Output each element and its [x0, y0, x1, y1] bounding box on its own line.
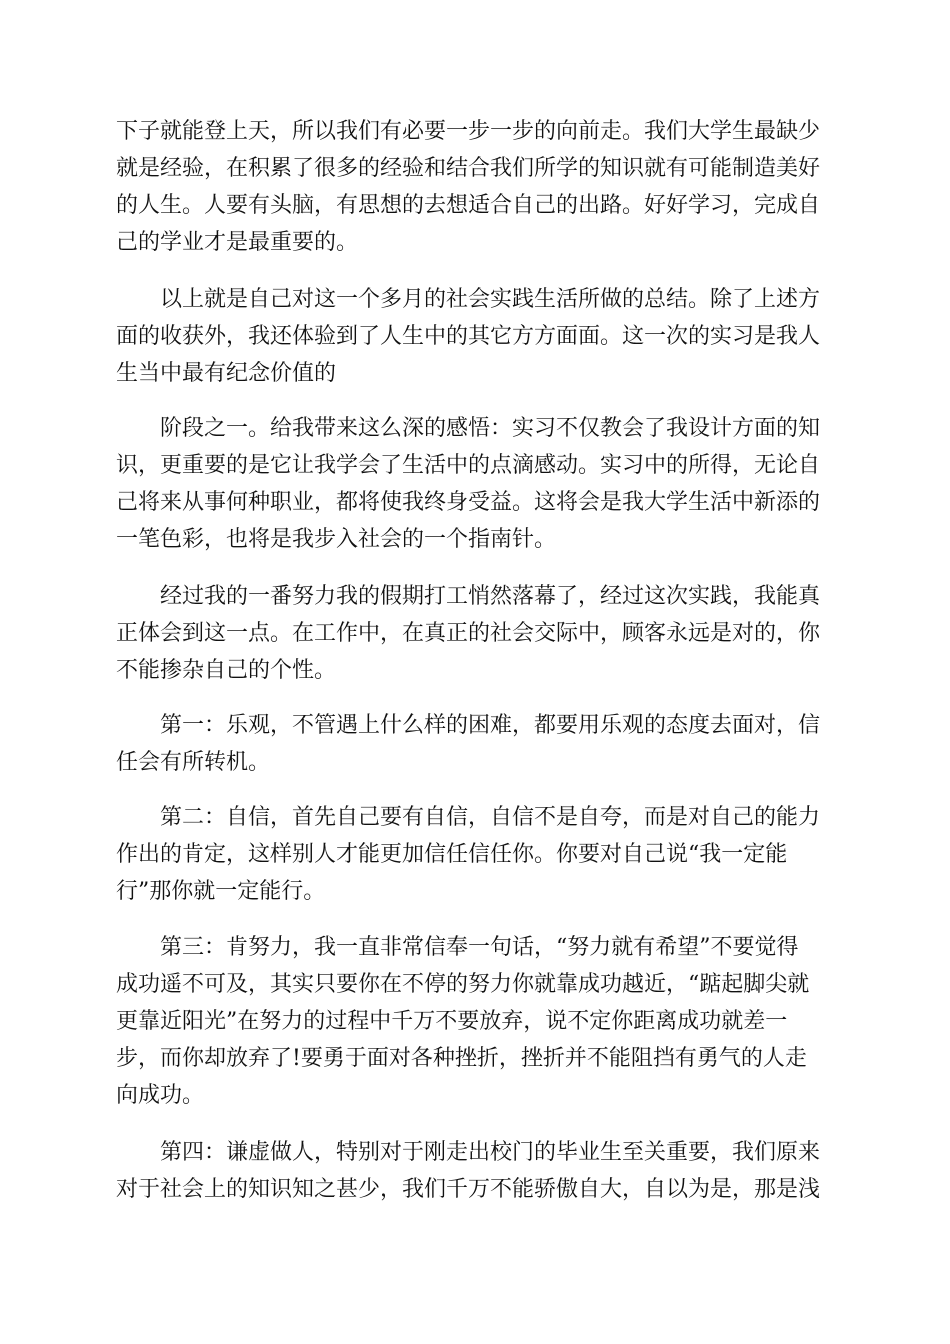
text-line: 不能掺杂自己的个性。 — [116, 658, 337, 683]
text-line: 第一：乐观，不管遇上什么样的困难，都要用乐观的态度去面对，信 — [116, 713, 821, 738]
paragraph-1 — [116, 113, 836, 261]
text-line: 阶段之一。给我带来这么深的感悟：实习不仅教会了我设计方面的知 — [116, 416, 821, 441]
text-line: 第四：谦虚做人，特别对于刚走出校门的毕业生至关重要，我们原来 — [116, 1140, 821, 1165]
text-line: 正体会到这一点。在工作中，在真正的社会交际中，顾客永远是对的，你 — [116, 621, 821, 646]
text-line: 成功遥不可及，其实只要你在不停的努力你就靠成功越近，“踮起脚尖就 — [116, 972, 810, 997]
text-line: 以上就是自己对这一个多月的社会实践生活所做的总结。除了上述方 — [116, 287, 821, 312]
text-line: 第三：肯努力，我一直非常信奉一句话，“努力就有希望”不要觉得 — [116, 935, 799, 960]
text-line: 更靠近阳光”在努力的过程中千万不要放弃，说不定你距离成功就差一 — [116, 1009, 788, 1034]
text-line: 就是经验，在积累了很多的经验和结合我们所学的知识就有可能制造美好 — [116, 156, 821, 181]
text-line: 一笔色彩，也将是我步入社会的一个指南针。 — [116, 527, 557, 552]
paragraph-3 — [116, 410, 836, 558]
paragraph-7 — [116, 929, 836, 1114]
paragraph-8 — [116, 1134, 836, 1208]
paragraph-2 — [116, 281, 836, 392]
text-line: 识，更重要的是它让我学会了生活中的点滴感动。实习中的所得，无论自 — [116, 453, 821, 478]
text-line: 第二：自信，首先自己要有自信，自信不是自夸，而是对自己的能力 — [116, 805, 821, 830]
text-line: 对于社会上的知识知之甚少，我们千万不能骄傲自大，自以为是，那是浅 — [116, 1177, 821, 1202]
text-line: 面的收获外，我还体验到了人生中的其它方方面面。这一次的实习是我人 — [116, 324, 821, 349]
text-line: 生当中最有纪念价值的 — [116, 361, 337, 386]
text-line: 的人生。人要有头脑，有思想的去想适合自己的出路。好好学习，完成自 — [116, 193, 821, 218]
text-line: 向成功。 — [116, 1083, 205, 1108]
text-line: 步，而你却放弃了!要勇于面对各种挫折，挫折并不能阻挡有勇气的人走 — [116, 1046, 807, 1071]
text-line: 己的学业才是最重要的。 — [116, 230, 359, 255]
text-line: 下子就能登上天，所以我们有必要一步一步的向前走。我们大学生最缺少 — [116, 119, 821, 144]
paragraph-5 — [116, 707, 836, 781]
text-line: 任会有所转机。 — [116, 750, 271, 775]
text-line: 经过我的一番努力我的假期打工悄然落幕了，经过这次实践，我能真 — [116, 584, 821, 609]
text-line: 己将来从事何种职业，都将使我终身受益。这将会是我大学生活中新添的 — [116, 490, 821, 515]
paragraph-6 — [116, 799, 836, 910]
paragraph-4 — [116, 578, 836, 689]
text-line: 行”那你就一定能行。 — [116, 879, 326, 904]
text-line: 作出的肯定，这样别人才能更加信任信任你。你要对自己说“我一定能 — [116, 842, 788, 867]
